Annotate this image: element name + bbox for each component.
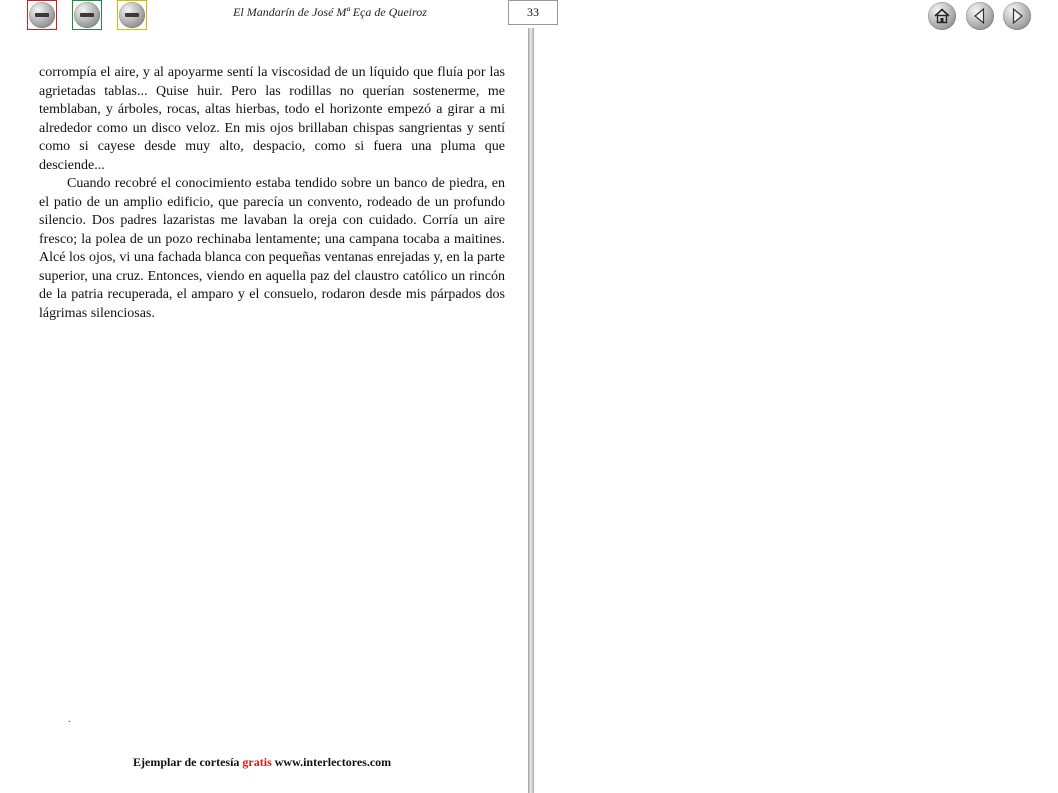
- home-button[interactable]: [928, 2, 956, 30]
- red-circle-button[interactable]: [27, 0, 57, 30]
- arrow-left-icon: [970, 6, 990, 26]
- green-circle-button[interactable]: [72, 0, 102, 30]
- footer-credit: [133, 755, 391, 770]
- minus-icon: [74, 2, 100, 28]
- footer-prefix: Ejemplar de cortesía: [133, 755, 240, 769]
- page-text: [39, 64, 505, 323]
- footer-site-link[interactable]: www.interlectores.com: [274, 755, 392, 769]
- book-title: El Mandarín de José Mª Eça de Queiroz: [233, 5, 427, 19]
- previous-page-button[interactable]: [966, 2, 994, 30]
- next-page-button[interactable]: [1003, 2, 1031, 30]
- yellow-circle-button[interactable]: [117, 0, 147, 30]
- arrow-right-icon: [1007, 6, 1027, 26]
- paragraph-2: Cuando recobré el conocimiento estaba tendido sobre un banco de piedra, en el patio de un amplio edificio, que parecía un convento, rodeado de un profundo silencio. Dos padres lazaristas me lavaban la oreja con cuidado. Corría un aire fresco; la polea de un pozo rechinaba lentamente; una campana tocaba a maitines. Alcé los ojos, vi una fachada blanca con pequeñas ventanas enrejadas y, en la parte superior, una cruz. Entonces, viendo en aquella paz del claustro católico un rincón de la patria recuperada, el amparo y el consuelo, rodaron desde mis párpados dos lágrimas silenciosas.: [39, 176, 505, 321]
- footer-highlight: gratis: [242, 755, 272, 769]
- paragraph-1: corrompía el aire, y al apoyarme sentí la viscosidad de un líquido que fluía por las agrietadas tablas... Quise huir. Pero las rodillas no querían sostenerme, me temblaban, y árboles, rocas, altas hierbas, todo el horizonte empezó a girar a mi alrededor como un disco veloz. En mis ojos brillaban chispas sangrientas y sentí como si cayese desde muy alto, despacio, como si fuera una pluma que desciende...: [39, 65, 505, 173]
- dot-mark: .: [68, 714, 71, 725]
- page-number: 33: [508, 0, 558, 25]
- page-divider: [528, 28, 534, 793]
- home-icon: [932, 6, 952, 26]
- minus-icon: [29, 2, 55, 28]
- minus-icon: [119, 2, 145, 28]
